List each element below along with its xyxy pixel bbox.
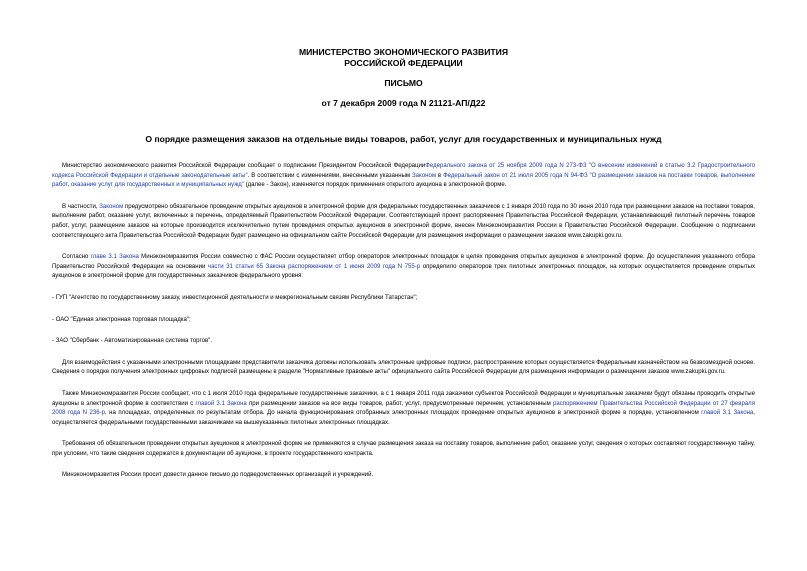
organization-line-1: МИНИСТЕРСТВО ЭКОНОМИЧЕСКОГО РАЗВИТИЯ [298, 47, 509, 57]
list-item: - ОАО "Единая электронная торговая площадка"; [52, 316, 191, 323]
document-subject: О порядке размещения заказов на отдельные виды товаров, работ, услуг для государственных и муниципальных нужд [145, 134, 662, 144]
link-federal-law-94[interactable]: Федеральный закон от 21 июля 2005 года N 94-ФЗ "О размещении заказов на поставки товаров, выполнение работ, оказание услуг для государственных и муниципальных нужд" [52, 172, 756, 189]
paragraph-2 [52, 203, 755, 241]
paragraph-4: Для взаимодействия с указанными электронными площадками представители заказчика должны использовать электронные цифровые подписи, распространение которых осуществляется Федеральным казначейством на безвозмездной основе. Сведения о порядке получения электронных цифровых подписей размещены в разделе "Нормативные правовые акты" официального сайта Российской Федерации для размещения информации о размещении заказов www.zakupki.gov.ru. [52, 359, 755, 376]
link-chapter-3-1[interactable]: главой 3.1 Закона [195, 400, 247, 407]
paragraph-7: Минэкономразвития России просит довести данное письмо до подведомственных организаций и учреждений. [62, 472, 374, 479]
text: предусмотрено обязательное проведение открытых аукционов в электронной форме для федеральных государственных заказчиков с 1 января 2010 года по 30 июня 2010 года при размещении заказов на поставки товаров, выполнение работ, оказание услуг, включенных в перечень, определяемый Правительством Российской Федерации. Соответствующий проект распоряжения Правительства Российской Федерации, устанавливающий пилотный перечень товаров работ, услуг, размещение заказов на которые производится исключительно путем проведения открытых аукционов в электронной форме, внесен Минэкономразвития России в Правительство Российской Федерации. Сообщение о подписании соответствующего акта Правительства Российской Федерации будет размещено на официальном сайте Российской Федерации для размещения информации о размещении заказов www.zakupki.gov.ru. [52, 203, 755, 239]
text: (далее - Закон), изменяется порядок применения открытого аукциона в электронной форме. [243, 182, 507, 189]
link-part-31-article-65[interactable]: части 31 статьи 65 Закона [207, 263, 286, 270]
link-law[interactable]: Законом [412, 172, 436, 179]
text: Согласно [62, 254, 91, 261]
organization-name [52, 0, 755, 69]
organization-line-2: РОССИЙСКОЙ ФЕДЕРАЦИИ [344, 58, 463, 68]
text: Минэкономразвития России совместно с ФАС России осуществляет отбор операторов электронных площадок в целях проведения открытых аукционов в электронной форме. До осуществления указанного отбора Правительство Российской Федерации на основании [52, 254, 755, 270]
link-chapter-3-1[interactable]: главой 3.1 Закона [701, 410, 754, 417]
link-order-236-r[interactable]: распоряжением Правительства Российской Федерации от 27 февраля 2008 года N 236-р [52, 400, 755, 417]
list-item: - ЗАО "Сбербанк - Автоматизированная система торгов". [52, 338, 212, 345]
paragraph-6: Требования об обязательном проведении открытых аукционов в электронной форме не применяются в случае размещения заказа на поставку товаров, выполнение работ, оказание услуг, сведения о которых составляют государственную тайну, при условии, что такие сведения содержатся в документации об аукционе, в проекте государственного контракта. [52, 441, 755, 457]
text: определило операторов трех пилотных электронных площадок, на которых осуществляется проведение открытых аукционов в электронной форме для государственных заказчиков федерального уровня: [52, 263, 756, 280]
paragraph-5 [52, 390, 755, 428]
document-type: ПИСЬМО [384, 78, 423, 88]
text: в [435, 172, 444, 179]
text: , осуществляется федеральными государственными заказчиками на вышеуказанных пилотных электронных площадках. [52, 410, 755, 426]
document-date: от 7 декабря 2009 года N 21121-АП/Д22 [321, 98, 486, 108]
text: В частности, [62, 203, 100, 210]
text: , на площадках, определенных по результатам отбора. До начала функционирования отобранных электронных площадок проведение открытых аукционов в электронной форме в порядке, установленном [104, 410, 702, 417]
text: . В соответствии с изменениями, внесенными указанным [247, 172, 413, 179]
link-order-755-r[interactable]: распоряжением от 1 июня 2009 года N 755-р [288, 263, 421, 270]
paragraph-1 [52, 162, 755, 191]
text: при размещении заказов на все виды товаров, работ, услуг, предусмотренные перечнем, установленным [246, 400, 553, 407]
text: Также Минэкономразвития России сообщает, что с 1 июля 2010 года федеральные государственные заказчики, а с 1 января 2011 года заказчики субъектов Российской Федерации и муниципальные заказчики будут обязаны проводить открытые аукционы в электронной форме в соответствии с [52, 390, 755, 407]
paragraph-3 [52, 253, 755, 282]
text: Министерство экономического развития Российской Федерации сообщает о подписании Президентом Российской Федерации [62, 163, 426, 169]
link-law[interactable]: Законом [99, 203, 124, 210]
link-federal-law-273[interactable]: Федерального закона от 25 ноября 2009 года N 273-ФЗ "О внесении изменений в статью 3.2 Градостроительного кодекса Российской Федерации и отдельные законодательные акты" [52, 163, 755, 179]
document-body [52, 162, 755, 481]
link-chapter-3-1[interactable]: главе 3.1 Закона [90, 254, 139, 261]
list-item: - ГУП "Агентство по государственному заказу, инвестиционной деятельности и межрегиональным связям Республики Татарстан"; [52, 294, 418, 301]
